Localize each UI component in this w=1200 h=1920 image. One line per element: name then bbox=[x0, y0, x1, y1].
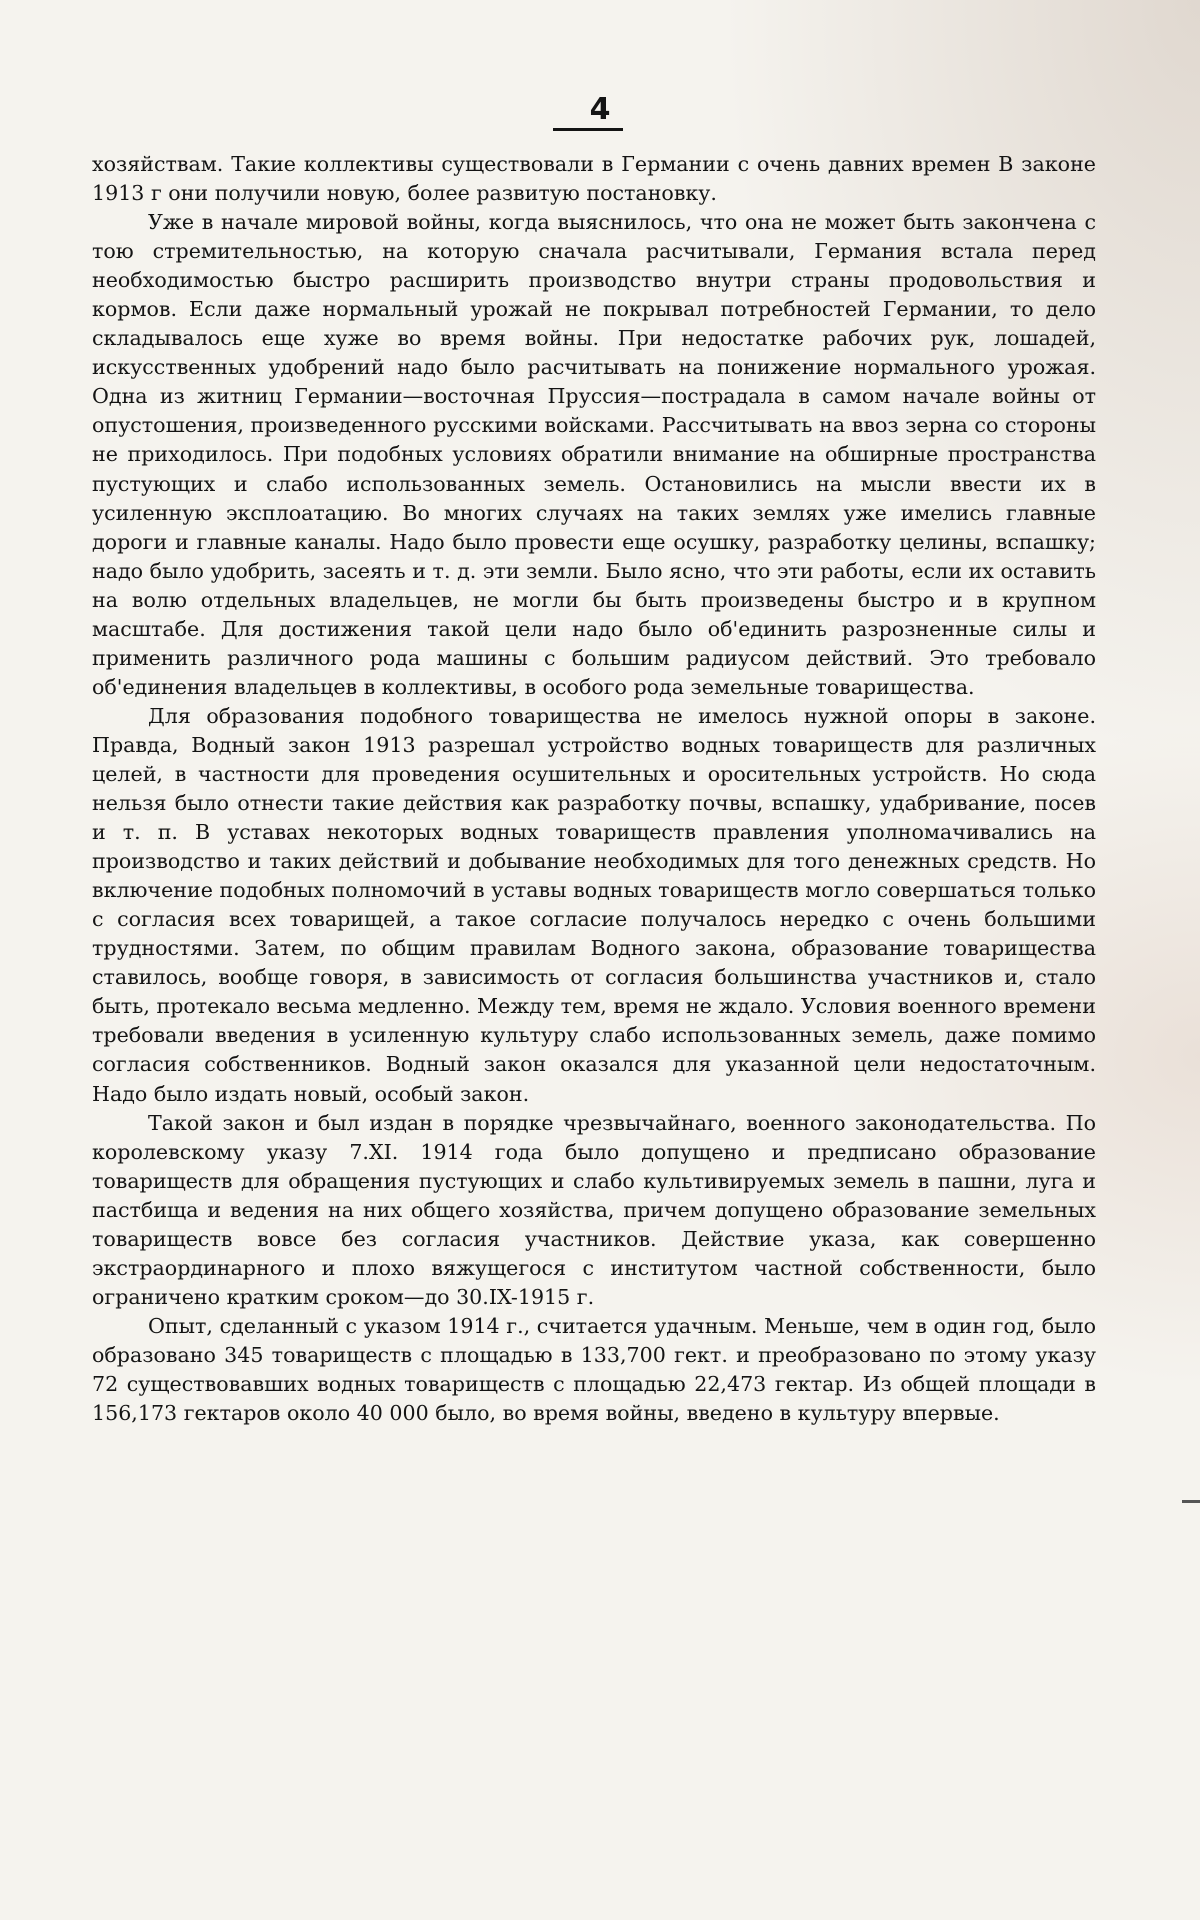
body-text bbox=[92, 150, 1096, 1428]
page-number: 4 bbox=[0, 92, 1200, 127]
paragraph-royal-decree: Такой закон и был издан в порядке чрезвычайнаго, военного законодательства. По королевскому указу 7.XI. 1914 года было допущено и предписано образование товариществ для обращения пустующих и слабо культивируемых земель в пашни, луга и пастбища и ведения на них общего хозяйства, причем допущено образование земельных товариществ вовсе без согласия участников. Действие указа, как совершенно экстраординарного и плохо вяжущегося с институтом частной собственности, было ограничено кратким сроком—до 30.IX-1915 г. bbox=[92, 1109, 1096, 1312]
document-page bbox=[0, 0, 1200, 1920]
margin-mark bbox=[1182, 1500, 1200, 1503]
paragraph-decree-results: Опыт, сделанный с указом 1914 г., считается удачным. Меньше, чем в один год, было образовано 345 товариществ с площадью в 133,700 гект. и преобразовано по этому указу 72 существовавших водных товариществ с площадью 22,473 гектар. Из общей площади в 156,173 гектаров около 40 000 было, во время войны, введено в культуру впервые. bbox=[92, 1312, 1096, 1428]
page-number-rule bbox=[553, 128, 623, 131]
paragraph-continuation: хозяйствам. Такие коллективы существовали в Германии с очень давних времен В законе 1913 г они получили новую, более развитую постановку. bbox=[92, 150, 1096, 208]
paragraph-water-law: Для образования подобного товарищества не имелось нужной опоры в законе. Правда, Водный закон 1913 разрешал устройство водных товариществ для различных целей, в частности для проведения осушительных и оросительных устройств. Но сюда нельзя было отнести такие действия как разработку почвы, вспашку, удабривание, посев и т. п. В уставах некоторых водных товариществ правления уполномачивались на производство и таких действий и добывание необходимых для того денежных средств. Но включение подобных полномочий в уставы водных товариществ могло совершаться только с согласия всех товарищей, а такое согласие получалось нередко с очень большими трудностями. Затем, по общим правилам Водного закона, образование товарищества ставилось, вообще говоря, в зависимость от согласия большинства участников и, стало быть, протекало весьма медленно. Между тем, время не ждало. Условия военного времени требовали введения в усиленную культуру слабо использованных земель, даже помимо согласия собственников. Водный закон оказался для указанной цели недостаточным. Надо было издать новый, особый закон. bbox=[92, 702, 1096, 1109]
paragraph-war-production: Уже в начале мировой войны, когда выяснилось, что она не может быть закончена с тою стремительностью, на которую сначала расчитывали, Германия встала перед необходимостью быстро расширить производство внутри страны продовольствия и кормов. Если даже нормальный урожай не покрывал потребностей Германии, то дело складывалось еще хуже во время войны. При недостатке рабочих рук, лошадей, искусственных удобрений надо было расчитывать на понижение нормального урожая. Одна из житниц Германии—восточная Пруссия—пострадала в самом начале войны от опустошения, произведенного русскими войсками. Рассчитывать на ввоз зерна со стороны не приходилось. При подобных условиях обратили внимание на обширные пространства пустующих и слабо использованных земель. Остановились на мысли ввести их в усиленную эксплоатацию. Во многих случаях на таких землях уже имелись главные дороги и главные каналы. Надо было провести еще осушку, разработку целины, вспашку; надо было удобрить, засеять и т. д. эти земли. Было ясно, что эти работы, если их оставить на волю отдельных владельцев, не могли бы быть произведены быстро и в крупном масштабе. Для достижения такой цели надо было об'единить разрозненные силы и применить различного рода машины с большим радиусом действий. Это требовало об'единения владельцев в коллективы, в особого рода земельные товарищества. bbox=[92, 208, 1096, 702]
